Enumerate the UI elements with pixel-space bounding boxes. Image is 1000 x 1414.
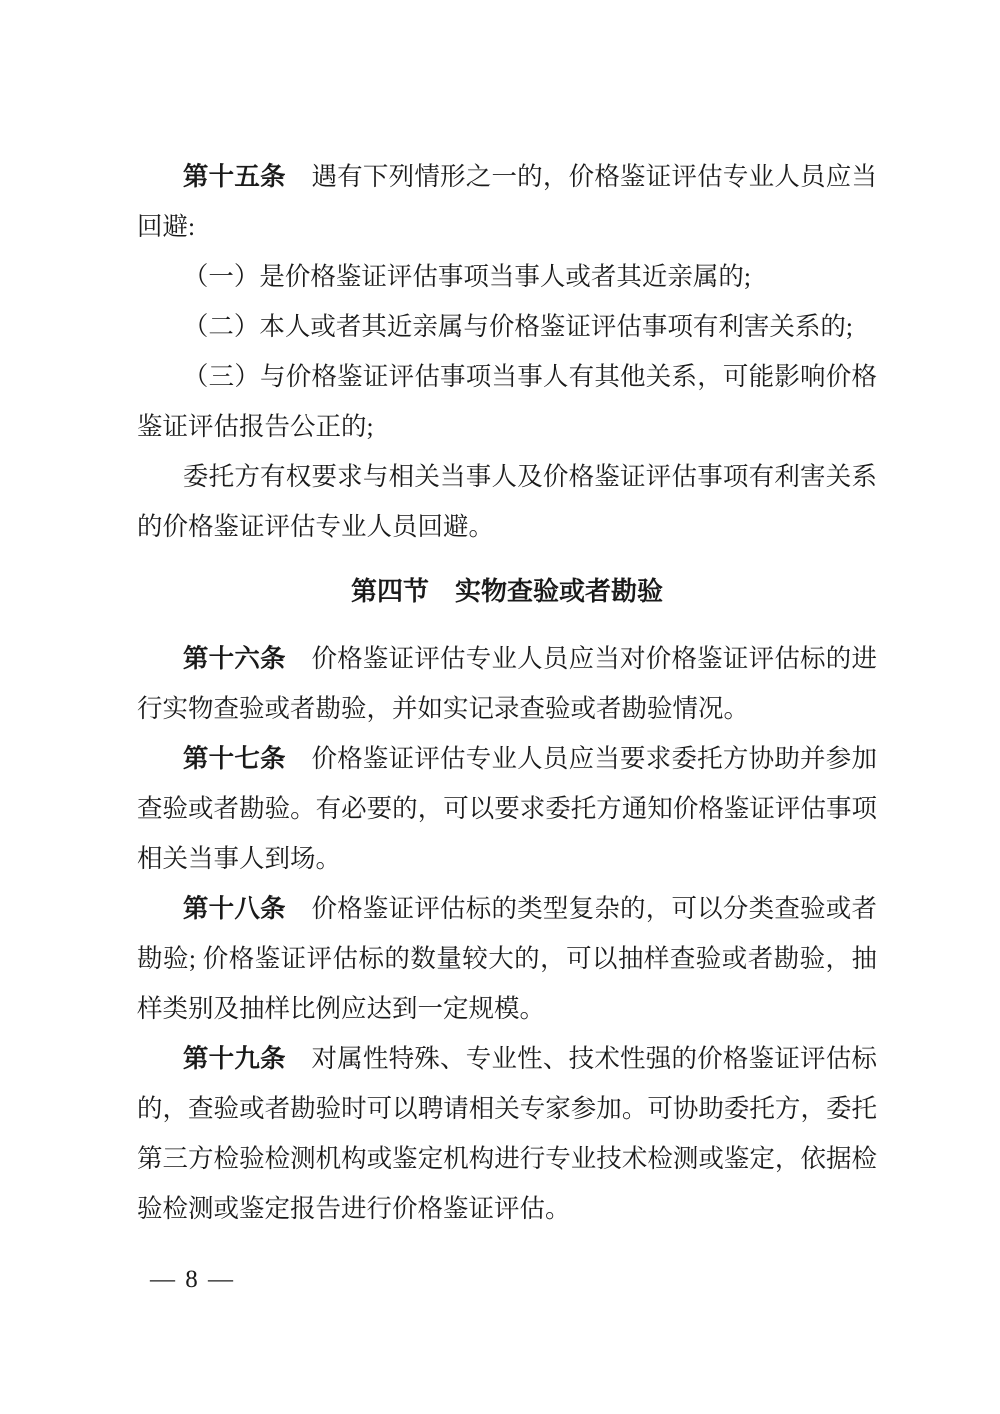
paragraph — [137, 1034, 877, 1234]
page-footer — [150, 1262, 235, 1298]
section-heading-text: 第四节 实物查验或者勘验 — [350, 577, 663, 606]
paragraph — [137, 302, 877, 352]
paragraph — [137, 884, 877, 1034]
text-run: 遇有下列情形之一的，价格鉴证评估专业人员应当回避: — [137, 162, 877, 241]
text-run: （一）是价格鉴证评估事项当事人或者其近亲属的; — [182, 262, 751, 291]
text-run: 价格鉴证评估专业人员应当要求委托方协助并参加查验或者勘验。有必要的，可以要求委托方通知价格鉴证评估事项相关当事人到场。 — [137, 744, 877, 873]
article-number: 第十六条 — [182, 644, 286, 673]
text-run: （三）与价格鉴证评估事项当事人有其他关系，可能影响价格鉴证评估报告公正的; — [137, 362, 877, 441]
article-number: 第十八条 — [182, 894, 286, 923]
paragraph — [137, 634, 877, 734]
paragraph — [137, 734, 877, 884]
document-body — [137, 152, 877, 1234]
paragraph — [137, 152, 877, 252]
text-run: 价格鉴证评估标的类型复杂的，可以分类查验或者勘验; 价格鉴证评估标的数量较大的，可以抽样查验或者勘验，抽样类别及抽样比例应达到一定规模。 — [137, 894, 877, 1023]
article-number: 第十五条 — [182, 162, 286, 191]
text-run: 委托方有权要求与相关当事人及价格鉴证评估事项有利害关系的价格鉴证评估专业人员回避。 — [137, 462, 877, 541]
text-run: 价格鉴证评估专业人员应当对价格鉴证评估标的进行实物查验或者勘验，并如实记录查验或者勘验情况。 — [137, 644, 877, 723]
page-number: — 8 — — [150, 1266, 235, 1293]
paragraph — [137, 252, 877, 302]
paragraph — [137, 352, 877, 452]
text-run: 对属性特殊、专业性、技术性强的价格鉴证评估标的，查验或者勘验时可以聘请相关专家参加。可协助委托方，委托第三方检验检测机构或鉴定机构进行专业技术检测或鉴定，依据检验检测或鉴定报告进行价格鉴证评估。 — [137, 1044, 877, 1223]
paragraph — [137, 452, 877, 552]
article-number: 第十九条 — [182, 1044, 286, 1073]
article-number: 第十七条 — [182, 744, 286, 773]
section-heading — [137, 567, 877, 617]
text-run: （二）本人或者其近亲属与价格鉴证评估事项有利害关系的; — [182, 312, 853, 341]
